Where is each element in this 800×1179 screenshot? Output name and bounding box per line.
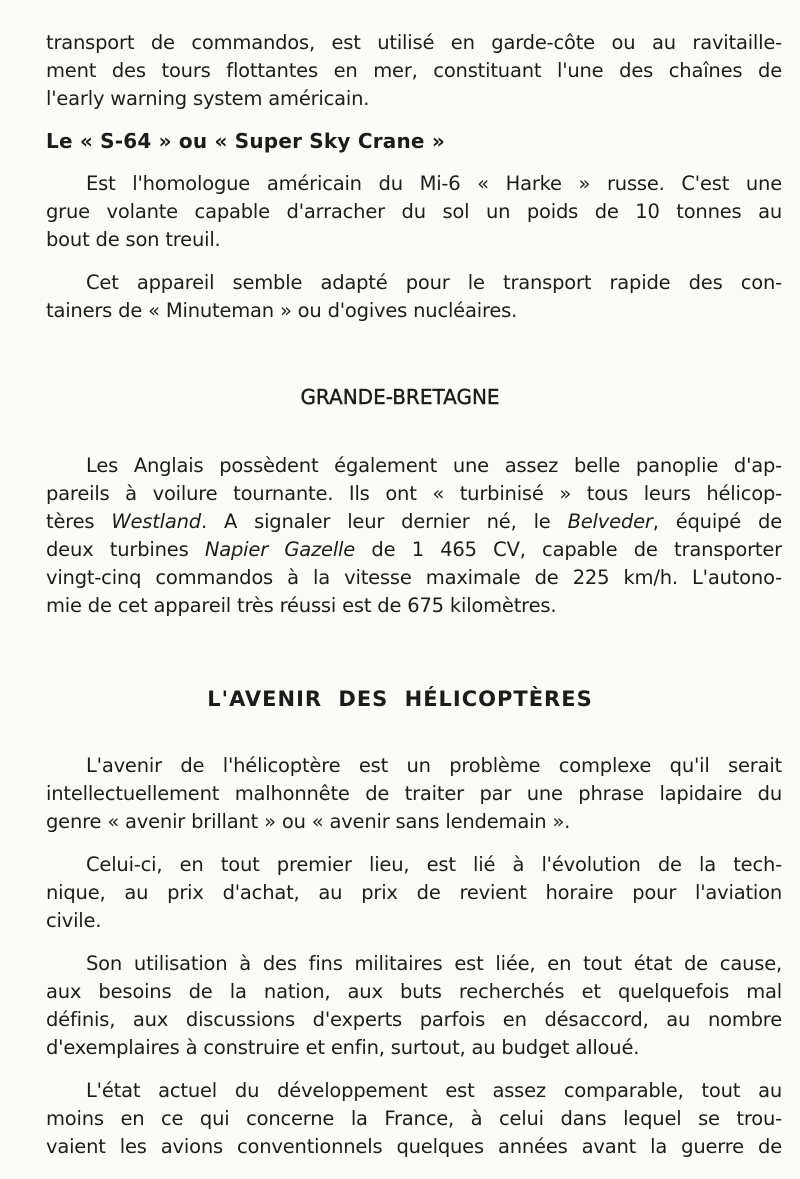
text-line: intellectuellement malhonnête de traiter par une phrase lapidaire du	[46, 782, 782, 805]
text-line: Est l'homologue américain du Mi-6 « Harke » russe. C'est une	[86, 172, 782, 195]
text-line: tainers de « Minuteman » ou d'ogives nucléaires.	[46, 299, 518, 322]
text-run: de 1 465 CV, capable de transporter	[355, 538, 782, 561]
text-line: l'early warning system américain.	[46, 87, 370, 110]
section-heading-avenir: L'AVENIR DES HÉLICOPTÈRES	[207, 687, 593, 711]
text-line	[46, 509, 782, 535]
text-line: définis, aux discussions d'experts parfois en désaccord, au nombre	[46, 1008, 782, 1031]
text-line: Son utilisation à des fins militaires est liée, en tout état de cause,	[86, 952, 782, 975]
text-run: , équipé de	[652, 510, 782, 533]
text-run: deux turbines	[46, 538, 205, 561]
italic-westland: Westland	[111, 510, 201, 533]
italic-napier-gazelle: Napier Gazelle	[204, 538, 356, 561]
text-line: genre « avenir brillant » ou « avenir sans lendemain ».	[46, 810, 571, 833]
text-line: bout de son treuil.	[46, 228, 221, 251]
text-line: d'exemplaires à construire et enfin, surtout, au budget alloué.	[46, 1036, 640, 1059]
italic-belveder: Belveder	[567, 510, 653, 533]
text-line: Cet appareil semble adapté pour le transport rapide des con-	[86, 271, 782, 294]
text-line: L'état actuel du développement est assez comparable, tout au	[86, 1079, 782, 1102]
text-line: aux besoins de la nation, aux buts recherchés et quelquefois mal	[46, 980, 782, 1003]
subheading-s64: Le « S-64 » ou « Super Sky Crane »	[46, 129, 445, 153]
text-line: grue volante capable d'arracher du sol un poids de 10 tonnes au	[46, 200, 782, 223]
text-line: civile.	[46, 909, 102, 932]
text-line: L'avenir de l'hélicoptère est un problème complexe qu'il serait	[86, 754, 782, 777]
section-heading-grande-bretagne: GRANDE-BRETAGNE	[300, 385, 500, 409]
text-line: moins en ce qui concerne la France, à celui dans lequel se trou-	[46, 1107, 782, 1130]
text-line: Celui-ci, en tout premier lieu, est lié à l'évolution de la tech-	[86, 853, 782, 876]
text-line	[46, 537, 782, 563]
text-line: mie de cet appareil très réussi est de 675 kilomètres.	[46, 594, 557, 617]
text-line: ment des tours flottantes en mer, constituant l'une des chaînes de	[46, 59, 782, 82]
text-line: pareils à voilure tournante. Ils ont « turbinisé » tous leurs hélicop-	[46, 482, 782, 505]
text-line: vaient les avions conventionnels quelques années avant la guerre de	[46, 1135, 782, 1158]
text-line: nique, au prix d'achat, au prix de revient horaire pour l'aviation	[46, 881, 782, 904]
text-line: transport de commandos, est utilisé en garde-côte ou au ravitaille-	[46, 31, 782, 54]
text-line: vingt-cinq commandos à la vitesse maximale de 225 km/h. L'autono-	[46, 566, 782, 589]
text-line: Les Anglais possèdent également une assez belle panoplie d'ap-	[86, 454, 782, 477]
text-run: tères	[46, 510, 112, 533]
text-run: . A signaler leur dernier né, le	[200, 510, 568, 533]
